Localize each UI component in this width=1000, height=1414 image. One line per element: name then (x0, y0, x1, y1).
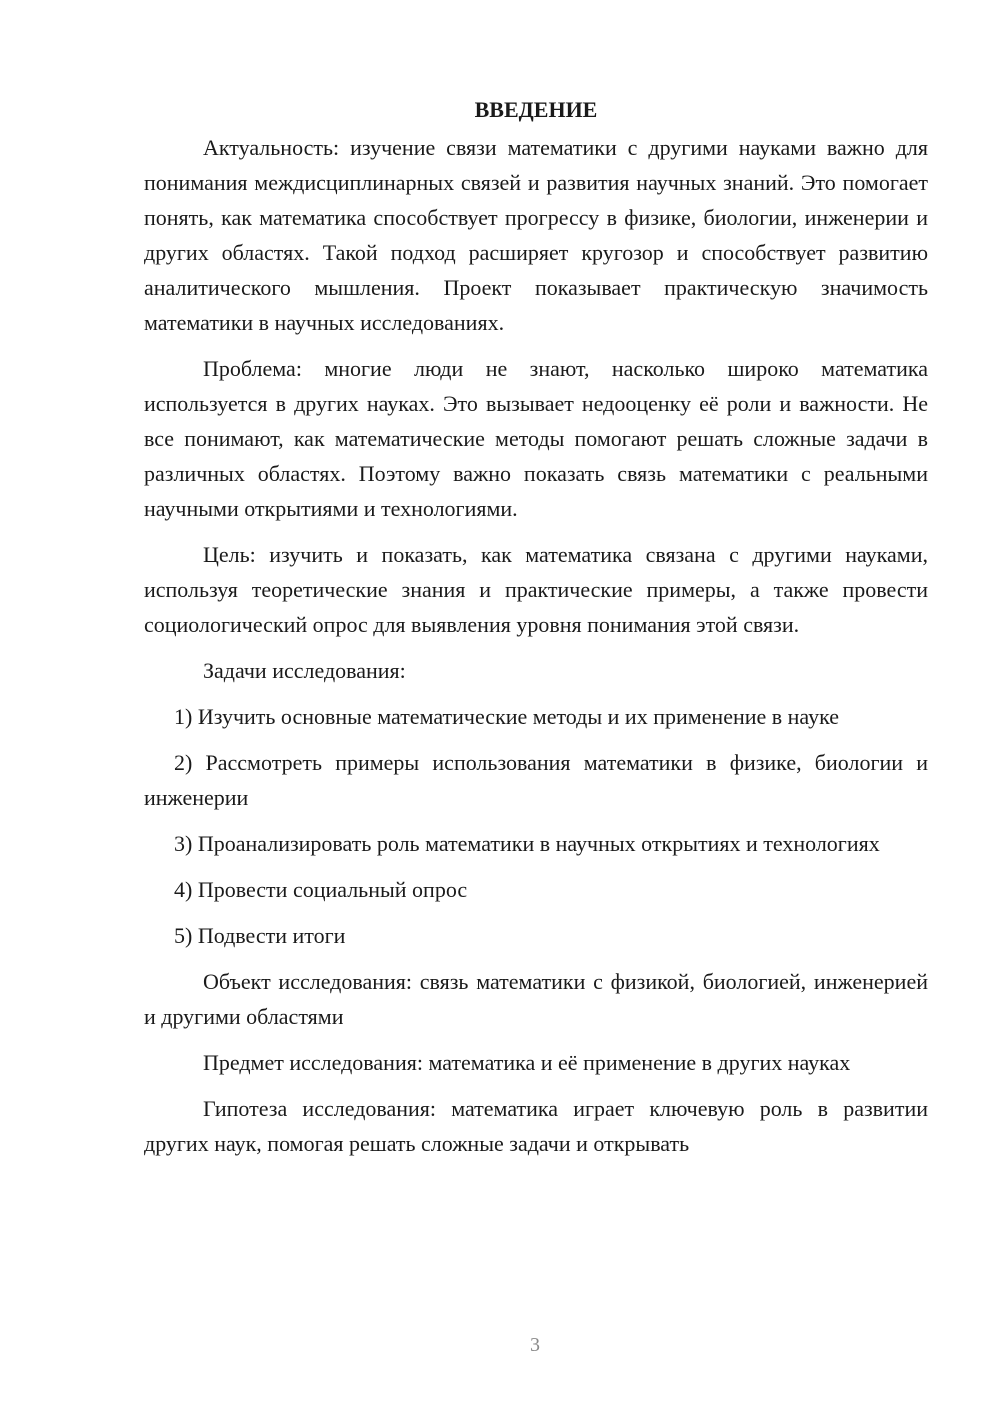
task-item-5: 5) Подвести итоги (174, 923, 346, 948)
paragraph-problem: Проблема: многие люди не знают, насколько широко математика используется в других науках. Это вызывает недооценку её роли и важности. Не все понимают, как математические методы помогают решать сложные задачи в различных областях. Поэтому важно показать связь математики с реальными научными открытиями и технологиями. (144, 356, 928, 521)
task-item-4: 4) Провести социальный опрос (174, 877, 468, 902)
task-item-2: 2) Рассмотреть примеры использования математики в физике, биологии и инженерии (144, 750, 928, 810)
paragraph-relevance: Актуальность: изучение связи математики с другими науками важно для понимания междисциплинарных связей и развития научных знаний. Это помогает понять, как математика способствует прогрессу в физике, биологии, инженерии и других областях. Такой подход расширяет кругозор и способствует развитию аналитического мышления. Проект показывает практическую значимость математики в научных исследованиях. (144, 135, 928, 335)
tasks-heading: Задачи исследования: (203, 658, 406, 683)
task-item-3: 3) Проанализировать роль математики в научных открытиях и технологиях (174, 831, 880, 856)
paragraph-subject: Предмет исследования: математика и её применение в других науках (203, 1050, 851, 1075)
paragraph-object: Объект исследования: связь математики с физикой, биологией, инженерией и другими областями (144, 969, 928, 1029)
paragraph-hypothesis: Гипотеза исследования: математика играет ключевую роль в развитии других наук, помогая решать сложные задачи и открывать (144, 1096, 928, 1156)
page-content (144, 94, 928, 1172)
paragraph-goal: Цель: изучить и показать, как математика связана с другими науками, используя теоретические знания и практические примеры, а также провести социологический опрос для выявления уровня понимания этой связи. (144, 542, 928, 637)
task-item-1: 1) Изучить основные математические методы и их применение в науке (174, 704, 839, 729)
section-heading: ВВЕДЕНИЕ (474, 97, 598, 122)
page-number: 3 (530, 1334, 540, 1356)
